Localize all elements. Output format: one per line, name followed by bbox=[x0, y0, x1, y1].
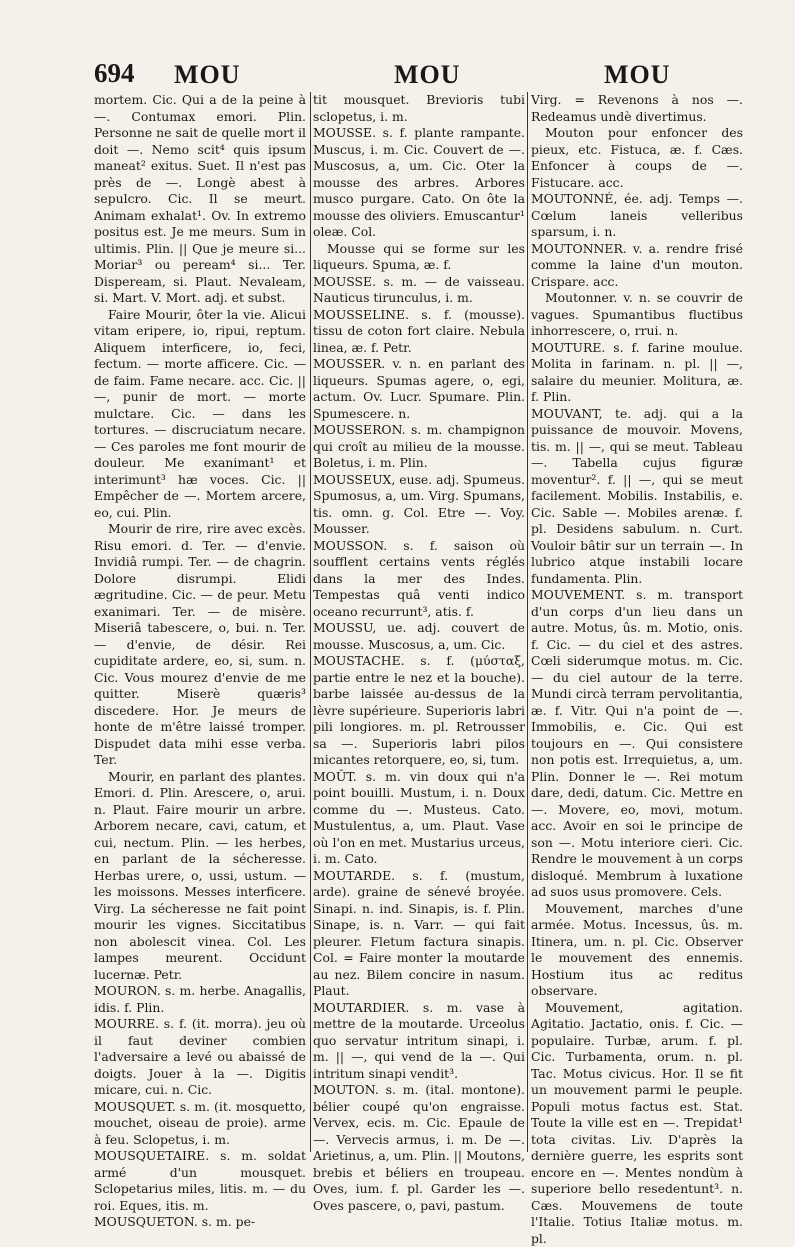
dictionary-entry: MOUVEMENT. s. m. transport d'un corps d'un lieu dans un autre. Motus, ûs. m. Motio, onis. f. Cic. — du ciel et des astres. Cœli siderumque motus. m. Cic. — du ciel autour de la terre. Mundi circà terram pervolitantia, æ. f. Vitr. Qui n'a point de —. Immobilis, e. Cic. Qui est toujours en —. Qui consistere non potis est. Irrequietus, a, um. Plin. Donner le —. Rei motum dare, dedi, datum. Cic. Mettre en —. Movere, eo, movi, motum. acc. Avoir en soi le principe de son —. Motu interiore cieri. Cic. Rendre le mouvement à un corps disloqué. Membrum à luxatione ad suos usus promovere. Cels. bbox=[531, 587, 743, 901]
dictionary-entry: MOUSQUET. s. m. (it. mosquetto, mouchet, oiseau de proie). arme à feu. Sclopetus, i. m. bbox=[94, 1099, 306, 1149]
dictionary-entry: MOUSTACHE. s. f. (μύσταξ, partie entre le nez et la bouche). barbe laissée au-dessus de la lèvre supérieure. Superioris labri pili longiores. m. pl. Retrousser sa —. Superioris labri pilos micantes retorquere, eo, si, tum. bbox=[313, 653, 525, 769]
dictionary-entry: MOUSSER. v. n. en parlant des liqueurs. Spumas agere, o, egi, actum. Ov. Lucr. Spumare. Plin. Spumescere. n. bbox=[313, 356, 525, 422]
dictionary-entry: MOURRE. s. f. (it. morra). jeu où il faut deviner combien l'adversaire a levé ou abaissé de doigts. Jouer à la —. Digitis micare, cui. n. Cic. bbox=[94, 1016, 306, 1099]
column-divider bbox=[310, 92, 311, 1152]
dictionary-entry: MOUSSU, ue. adj. couvert de mousse. Muscosus, a, um. Cic. bbox=[313, 620, 525, 653]
dictionary-entry: MOUVANT, te. adj. qui a la puissance de mouvoir. Movens, tis. m. || —, qui se meut. Tableau —. Tabella cujus figuræ moventur². f. || —, qui se meut facilement. Mobilis. Instabilis, e. Cic. Sable —. Mobiles arenæ. f. pl. Desidens sabulum. n. Curt. Vouloir bâtir sur un terrain —. In lubrico atque instabili locare fundamenta. Plin. bbox=[531, 406, 743, 588]
dictionary-entry: MOUSSE. s. m. — de vaisseau. Nauticus tirunculus, i. m. bbox=[313, 274, 525, 307]
dictionary-entry: Mouton pour enfoncer des pieux, etc. Fistuca, æ. f. Cæs. Enfoncer à coups de —. Fistucare. acc. bbox=[531, 125, 743, 191]
dictionary-entry: Moutonner. v. n. se couvrir de vagues. Spumantibus fluctibus inhorrescere, o, rrui. n. bbox=[531, 290, 743, 340]
dictionary-entry: Faire Mourir, ôter la vie. Alicui vitam eripere, io, ripui, reptum. Aliquem interficere, io, feci, fectum. — morte afficere. Cic. — de faim. Fame necare. acc. Cic. || —, punir de mort. — morte mulctare. Cic. — dans les tortures. — discruciatum necare. — Ces paroles me font mourir de douleur. Me exanimant¹ et interimunt³ hæ voces. Cic. || Empêcher de —. Mortem arcere, eo, cui. Plin. bbox=[94, 307, 306, 522]
running-headword-center: MOU bbox=[394, 60, 461, 90]
dictionary-entry: MOUTARDIER. s. m. vase à mettre de la moutarde. Urceolus quo servatur intritum sinapi, i. m. || —, qui vend de la —. Qui intritum sinapi vendit³. bbox=[313, 1000, 525, 1083]
page-number: 694 bbox=[94, 58, 135, 89]
dictionary-entry: MOUTON. s. m. (ital. montone). bélier coupé qu'on engraisse. Vervex, ecis. m. Cic. Epaule de —. Vervecis armus, i. m. De —. Arietinus, a, um. Plin. || Moutons, brebis et béliers en troupeau. Oves, ium. f. pl. Garder les —. Oves pascere, o, pavi, pastum. bbox=[313, 1082, 525, 1214]
dictionary-entry: MOUTONNER. v. a. rendre frisé comme la laine d'un mouton. Crispare. acc. bbox=[531, 241, 743, 291]
dictionary-entry: MOÛT. s. m. vin doux qui n'a point bouilli. Mustum, i. n. Doux comme du —. Musteus. Cato. Mustulentus, a, um. Plaut. Vase où l'on en met. Mustarius urceus, i. m. Cato. bbox=[313, 769, 525, 868]
dictionary-entry: MOUSQUETON. s. m. pe- bbox=[94, 1214, 306, 1231]
column-divider bbox=[527, 92, 528, 1152]
dictionary-entry: Mousse qui se forme sur les liqueurs. Spuma, æ. f. bbox=[313, 241, 525, 274]
dictionary-entry: Virg. = Revenons à nos —. Redeamus undè divertimus. bbox=[531, 92, 743, 125]
dictionary-entry: mortem. Cic. Qui a de la peine à —. Contumax emori. Plin. Personne ne sait de quelle mort il doit —. Nemo scit⁴ quis ipsum maneat² exitus. Suet. Il n'est pas près de —. Longè abest à sepulcro. Cic. Il se meurt. Animam exhalat¹. Ov. In extremo positus est. Je me meurs. Sum in ultimis. Plin. || Que je meure si... Moriar³ ou peream⁴ si... Ter. Dispeream, si. Plaut. Nevaleam, si. Mart. V. Mort. adj. et subst. bbox=[94, 92, 306, 307]
dictionary-entry: Mouvement, marches d'une armée. Motus. Incessus, ûs. m. Itinera, um. n. pl. Cic. Observer le mouvement des ennemis. Hostium itus ac reditus observare. bbox=[531, 901, 743, 1000]
dictionary-entry: MOUTURE. s. f. farine moulue. Molita in farinam. n. pl. || —, salaire du meunier. Molitura, æ. f. Plin. bbox=[531, 340, 743, 406]
column-1 bbox=[94, 92, 306, 1152]
dictionary-entry: Mourir, en parlant des plantes. Emori. d. Plin. Arescere, o, arui. n. Plaut. Faire mourir un arbre. Arborem necare, cavi, catum, et cui, nectum. Plin. — les herbes, en parlant de la sécheresse. Herbas urere, o, ussi, ustum. — les moissons. Messes interficere. Virg. La sécheresse ne fait point mourir les vignes. Siccitatibus non abolescit vinea. Col. Les lampes meurent. Occidunt lucernæ. Petr. bbox=[94, 769, 306, 984]
dictionary-entry: MOUSSON. s. f. saison où soufflent certains vents réglés dans la mer des Indes. Tempestas quâ venti indico oceano recurrunt³, atis. f. bbox=[313, 538, 525, 621]
running-header bbox=[94, 58, 754, 92]
dictionary-entry: MOUSSEUX, euse. adj. Spumeus. Spumosus, a, um. Virg. Spumans, tis. omn. g. Col. Etre —. Voy. Mousser. bbox=[313, 472, 525, 538]
dictionary-entry: Mourir de rire, rire avec excès. Risu emori. d. Ter. — d'envie. Invidiâ rumpi. Ter. — de chagrin. Dolore disrumpi. Elidi ægritudine. Cic. — de peur. Metu exanimari. Ter. — de misère. Miseriâ tabescere, o, bui. n. Ter. — d'envie, de désir. Rei cupiditate ardere, eo, si, sum. n. Cic. Vous mourez d'envie de me quitter. Miserè quæris³ discedere. Hor. Je meurs de honte de m'être laissé tromper. Dispudet data mihi esse verba. Ter. bbox=[94, 521, 306, 769]
dictionary-entry: MOUSSE. s. f. plante rampante. Muscus, i. m. Cic. Couvert de —. Muscosus, a, um. Cic. Oter la mousse des arbres. Arbores musco purgare. Cato. On ôte la mousse des oliviers. Emuscantur¹ oleæ. Col. bbox=[313, 125, 525, 241]
dictionary-entry: tit mousquet. Brevioris tubi sclopetus, i. m. bbox=[313, 92, 525, 125]
column-3 bbox=[531, 92, 743, 1152]
dictionary-entry: MOUSSERON. s. m. champignon qui croît au milieu de la mousse. Boletus, i. m. Plin. bbox=[313, 422, 525, 472]
dictionary-entry: MOURON. s. m. herbe. Anagallis, idis. f. Plin. bbox=[94, 983, 306, 1016]
dictionary-entry: MOUSSELINE. s. f. (mousse). tissu de coton fort claire. Nebula linea, æ. f. Petr. bbox=[313, 307, 525, 357]
column-2 bbox=[313, 92, 525, 1152]
dictionary-entry: MOUSQUETAIRE. s. m. soldat armé d'un mousquet. Sclopetarius miles, litis. m. — du roi. Eques, itis. m. bbox=[94, 1148, 306, 1214]
dictionary-entry: MOUTARDE. s. f. (mustum, arde). graine de sénevé broyée. Sinapi. n. ind. Sinapis, is. f. Plin. Sinape, is. n. Varr. — qui fait pleurer. Fletum factura sinapis. Col. = Faire monter la moutarde au nez. Bilem concire in nasum. Plaut. bbox=[313, 868, 525, 1000]
running-headword-left: MOU bbox=[174, 60, 241, 90]
running-headword-right: MOU bbox=[604, 60, 671, 90]
dictionary-entry: MOUTONNÉ, ée. adj. Temps —. Cœlum laneis velleribus sparsum, i. n. bbox=[531, 191, 743, 241]
dictionary-entry: Mouvement, agitation. Agitatio. Jactatio, onis. f. Cic. — populaire. Turbæ, arum. f. pl. Cic. Turbamenta, orum. n. pl. Tac. Motus civicus. Hor. Il se fit un mouvement parmi le peuple. Populi motus factus est. Stat. Toute la ville est en —. Trepidat¹ tota civitas. Liv. D'après la dernière guerre, les esprits sont encore en —. Mentes nondùm à superiore bello resedentunt³. n. Cæs. Mouvemens de toute l'Italie. Totius Italiæ motus. m. pl. bbox=[531, 1000, 743, 1247]
